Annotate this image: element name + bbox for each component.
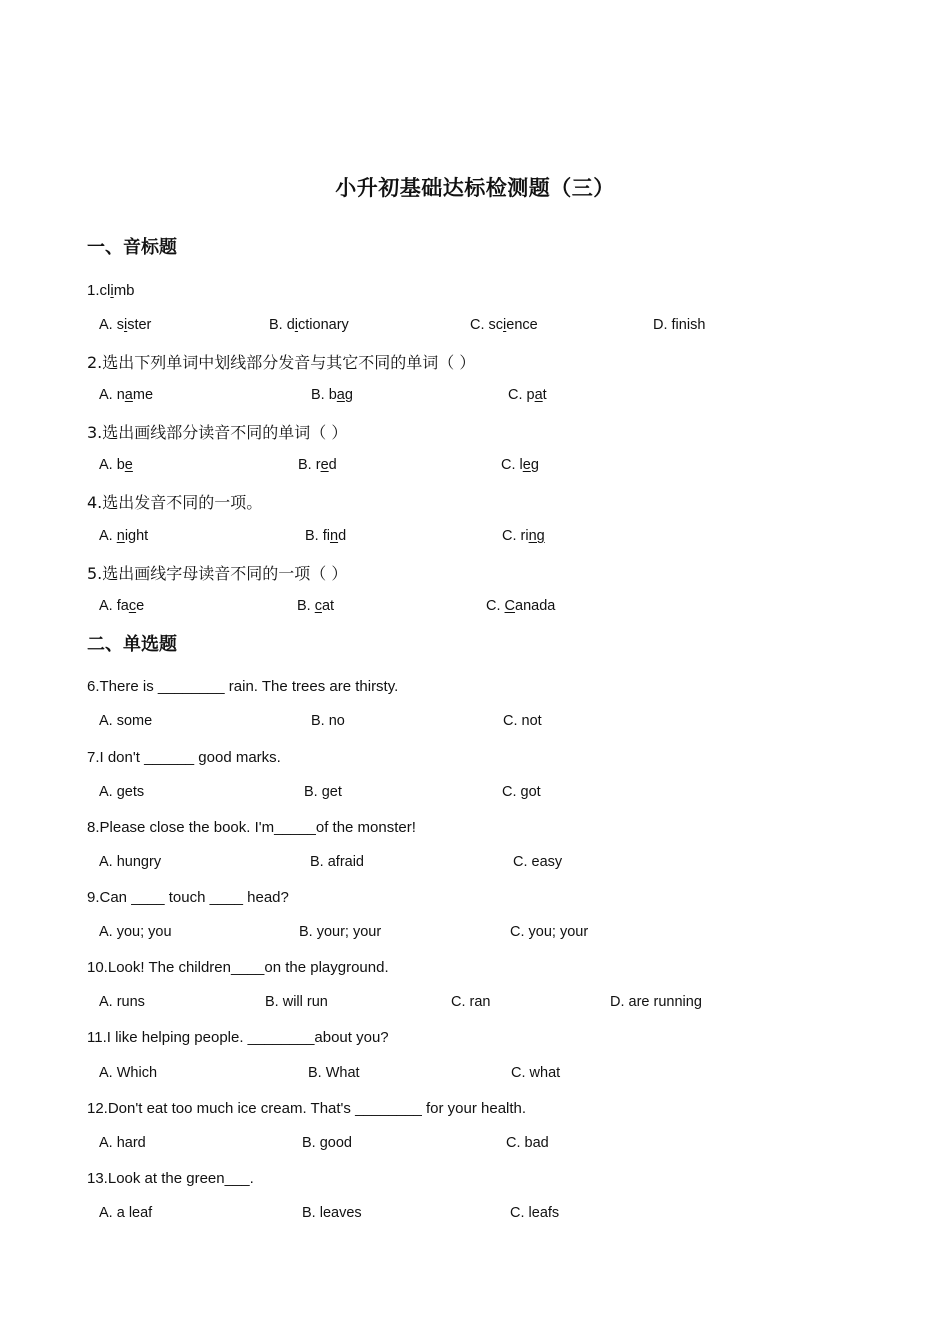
option-5b[interactable]: B. cat	[297, 598, 335, 614]
option-10c[interactable]: C. ran	[451, 994, 491, 1010]
question-6: 6.There is ________ rain. The trees are thirsty.	[87, 678, 399, 695]
option-1a[interactable]: A. sister	[99, 317, 152, 333]
option-2b[interactable]: B. bag	[311, 387, 353, 403]
option-8b[interactable]: B. afraid	[310, 854, 364, 870]
option-13c[interactable]: C. leafs	[510, 1205, 560, 1221]
question-8: 8.Please close the book. I'm_____of the monster!	[87, 819, 416, 836]
option-12b[interactable]: B. good	[302, 1135, 352, 1151]
option-7a[interactable]: A. gets	[99, 784, 145, 800]
option-11b[interactable]: B. What	[308, 1065, 360, 1081]
question-3: 3.选出画线部分读音不同的单词（ ）	[87, 423, 348, 442]
option-6b[interactable]: B. no	[311, 713, 345, 729]
option-7c[interactable]: C. got	[502, 784, 541, 800]
option-12a[interactable]: A. hard	[99, 1135, 146, 1151]
option-4b[interactable]: B. find	[305, 528, 347, 544]
section-heading-phonetics: 一、音标题	[87, 237, 177, 258]
option-2a[interactable]: A. name	[99, 387, 154, 403]
option-10a[interactable]: A. runs	[99, 994, 145, 1010]
question-10: 10.Look! The children____on the playground.	[87, 959, 389, 976]
option-5c[interactable]: C. Canada	[486, 598, 556, 614]
option-8c[interactable]: C. easy	[513, 854, 563, 870]
option-9a[interactable]: A. you; you	[99, 924, 172, 940]
page-title: 小升初基础达标检测题（三）	[335, 176, 615, 200]
option-9c[interactable]: C. you; your	[510, 924, 589, 940]
option-11a[interactable]: A. Which	[99, 1065, 158, 1081]
option-6a[interactable]: A. some	[99, 713, 153, 729]
option-13b[interactable]: B. leaves	[302, 1205, 362, 1221]
option-4a[interactable]: A. night	[99, 528, 149, 544]
option-10d[interactable]: D. are running	[610, 994, 702, 1010]
option-10b[interactable]: B. will run	[265, 994, 328, 1010]
question-11: 11.I like helping people. ________about you?	[87, 1029, 389, 1046]
option-11c[interactable]: C. what	[511, 1065, 561, 1081]
option-7b[interactable]: B. get	[304, 784, 342, 800]
option-6c[interactable]: C. not	[503, 713, 542, 729]
option-9b[interactable]: B. your; your	[299, 924, 382, 940]
question-12: 12.Don't eat too much ice cream. That's ________ for your health.	[87, 1100, 527, 1117]
option-3a[interactable]: A. be	[99, 457, 133, 473]
question-13: 13.Look at the green___.	[87, 1170, 254, 1187]
option-1c[interactable]: C. science	[470, 317, 538, 333]
option-4c[interactable]: C. ring	[502, 528, 545, 544]
question-2: 2.选出下列单词中划线部分发音与其它不同的单词（ ）	[87, 353, 476, 372]
question-7: 7.I don't ______ good marks.	[87, 749, 281, 766]
option-3c[interactable]: C. leg	[501, 457, 539, 473]
option-3b[interactable]: B. red	[298, 457, 337, 473]
option-8a[interactable]: A. hungry	[99, 854, 162, 870]
section-heading-single-choice: 二、单选题	[87, 634, 177, 655]
option-1d[interactable]: D. finish	[653, 317, 706, 333]
option-5a[interactable]: A. face	[99, 598, 145, 614]
question-5: 5.选出画线字母读音不同的一项（ ）	[87, 564, 348, 583]
option-1b[interactable]: B. dictionary	[269, 317, 349, 333]
option-13a[interactable]: A. a leaf	[99, 1205, 153, 1221]
question-9: 9.Can ____ touch ____ head?	[87, 889, 289, 906]
option-12c[interactable]: C. bad	[506, 1135, 549, 1151]
option-2c[interactable]: C. pat	[508, 387, 547, 403]
question-4: 4.选出发音不同的一项。	[87, 493, 263, 512]
question-1: 1.climb	[87, 282, 135, 299]
